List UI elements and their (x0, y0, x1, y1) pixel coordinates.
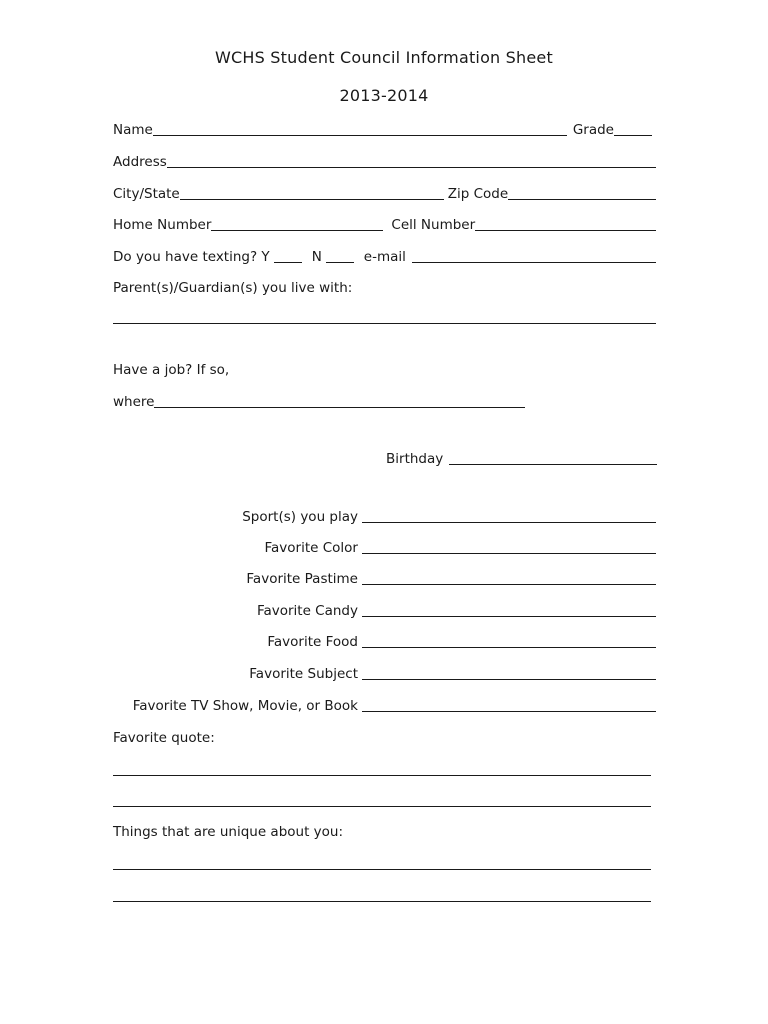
sheet-title: WCHS Student Council Information Sheet (215, 48, 553, 67)
fav-pastime-label: Favorite Pastime (246, 571, 358, 587)
parents-line-row (113, 308, 656, 326)
fav-food-field[interactable] (362, 647, 656, 648)
fav-subject-field[interactable] (362, 679, 656, 680)
fav-color-field[interactable] (362, 553, 656, 554)
fav-quote-field-2[interactable] (113, 806, 651, 807)
cell-number-label: Cell Number (391, 217, 476, 233)
fav-food-label: Favorite Food (267, 634, 358, 650)
city-row (113, 184, 656, 202)
sports-label: Sport(s) you play (242, 509, 358, 525)
fav-subject-row (100, 664, 656, 682)
fav-quote-row (113, 728, 656, 746)
fav-food-row (100, 632, 656, 650)
unique-line-1-row (113, 854, 651, 872)
texting-no-field[interactable] (326, 262, 354, 263)
city-state-field[interactable] (180, 199, 444, 200)
parents-row (113, 278, 656, 296)
name-row (113, 120, 656, 138)
fav-subject-label: Favorite Subject (249, 666, 358, 682)
unique-label: Things that are unique about you: (113, 824, 344, 840)
name-field[interactable] (153, 135, 567, 136)
unique-line-2-row (113, 886, 651, 904)
job-where-row (113, 392, 525, 410)
address-label: Address (113, 154, 167, 170)
fav-color-row (100, 538, 656, 556)
fav-pastime-field[interactable] (362, 584, 656, 585)
birthday-field[interactable] (449, 464, 657, 465)
unique-field-2[interactable] (113, 901, 651, 902)
zip-code-field[interactable] (508, 199, 656, 200)
zip-code-label: Zip Code (447, 186, 509, 202)
sports-field[interactable] (362, 522, 656, 523)
fav-media-field[interactable] (362, 711, 656, 712)
email-label: e-mail (363, 249, 406, 265)
fav-candy-label: Favorite Candy (256, 603, 358, 619)
fav-color-label: Favorite Color (264, 540, 358, 556)
parents-label: Parent(s)/Guardian(s) you live with: (113, 280, 353, 296)
fav-media-row (100, 696, 656, 714)
home-number-field[interactable] (211, 230, 383, 231)
grade-field[interactable] (614, 135, 652, 136)
fav-quote-label: Favorite quote: (113, 730, 215, 746)
job-where-label: where (113, 394, 155, 410)
fav-quote-field-1[interactable] (113, 775, 651, 776)
home-number-label: Home Number (113, 217, 212, 233)
job-where-field[interactable] (154, 407, 525, 408)
fav-candy-row (100, 601, 656, 619)
name-label: Name (113, 122, 153, 138)
fav-pastime-row (100, 569, 656, 587)
fav-quote-line-2-row (113, 791, 651, 809)
sports-row (100, 507, 656, 525)
city-state-label: City/State (113, 186, 180, 202)
birthday-label: Birthday (386, 451, 444, 467)
job-question-row (113, 360, 656, 378)
fav-quote-line-1-row (113, 760, 651, 778)
unique-row (113, 822, 656, 840)
cell-number-field[interactable] (475, 230, 656, 231)
address-field[interactable] (167, 167, 656, 168)
texting-no-label: N (311, 249, 322, 265)
texting-label: Do you have texting? Y (113, 249, 270, 265)
address-row (113, 152, 656, 170)
job-question-label: Have a job? If so, (113, 362, 230, 378)
fav-media-label: Favorite TV Show, Movie, or Book (132, 698, 358, 714)
phone-row (113, 215, 656, 233)
parents-field[interactable] (113, 323, 656, 324)
email-field[interactable] (412, 262, 656, 263)
texting-row (113, 247, 656, 265)
texting-yes-field[interactable] (274, 262, 302, 263)
grade-label: Grade (572, 122, 614, 138)
sheet-year: 2013-2014 (339, 86, 429, 105)
fav-candy-field[interactable] (362, 616, 656, 617)
birthday-row (386, 449, 657, 467)
unique-field-1[interactable] (113, 869, 651, 870)
